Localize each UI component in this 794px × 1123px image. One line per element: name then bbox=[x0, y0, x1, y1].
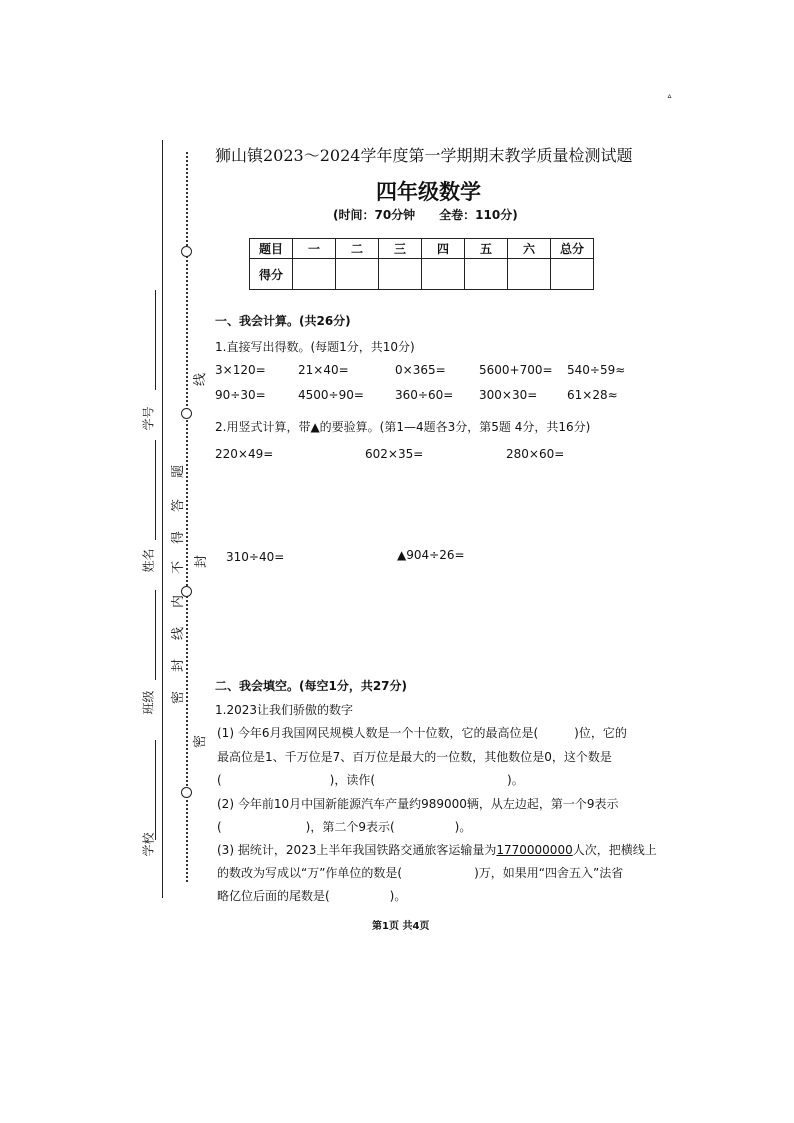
section2-title: 二、我会填空。(每空1分，共27分) bbox=[215, 679, 408, 693]
calc-item: 61×28≈ bbox=[567, 388, 618, 402]
seal-char: 封 bbox=[194, 554, 210, 569]
score-table-header: 题目 bbox=[250, 239, 293, 259]
vertical-calc-item: 280×60= bbox=[506, 447, 565, 461]
seal-char: 题 bbox=[171, 464, 187, 479]
score-table-header: 一 bbox=[293, 239, 336, 259]
vertical-calc-item: 602×35= bbox=[365, 447, 424, 461]
score-table-header: 六 bbox=[508, 239, 551, 259]
calc-item: 0×365= bbox=[395, 363, 446, 377]
s2-q1-title: 1.2023让我们骄傲的数字 bbox=[215, 703, 353, 717]
score-cell[interactable] bbox=[293, 259, 336, 290]
corner-mark: ᐞ bbox=[667, 94, 672, 104]
calc-item: 4500÷90= bbox=[298, 388, 364, 402]
s2-text: (3) 据统计，2023上半年我国铁路交通旅客运输量为 bbox=[217, 843, 497, 857]
q1-title: 1.直接写出得数。(每题1分，共10分) bbox=[215, 340, 415, 354]
s2-text: 人次，把横线上 bbox=[572, 843, 657, 857]
score-cell[interactable] bbox=[551, 259, 594, 290]
page-footer: 第1页 共4页 bbox=[372, 921, 430, 932]
calc-item: 300×30= bbox=[479, 388, 538, 402]
score-table-header: 三 bbox=[379, 239, 422, 259]
seal-char: 线 bbox=[171, 626, 187, 641]
seal-char: 答 bbox=[171, 498, 187, 513]
s2-paragraph-line: (2) 今年前10月中国新能源汽车产量约989000辆，从左边起，第一个9表示 bbox=[217, 797, 619, 811]
calc-item: 540÷59≈ bbox=[567, 363, 626, 377]
s2-paragraph-line: ( )，第二个9表示( )。 bbox=[217, 820, 472, 834]
hole-circle bbox=[181, 787, 192, 798]
school-line[interactable] bbox=[155, 740, 156, 840]
class-label: 班级 bbox=[141, 690, 156, 715]
student-id-line[interactable] bbox=[155, 290, 156, 390]
vertical-calc-item: 310÷40= bbox=[226, 550, 285, 564]
seal-char: 密 bbox=[171, 690, 187, 705]
vertical-calc-item: ▲904÷26= bbox=[397, 548, 465, 562]
s2-paragraph-line: ( )，读作( )。 bbox=[217, 773, 524, 787]
seal-dotted-line bbox=[186, 152, 188, 882]
score-cell[interactable] bbox=[336, 259, 379, 290]
score-cell[interactable] bbox=[379, 259, 422, 290]
seal-char: 封 bbox=[171, 658, 187, 673]
class-line[interactable] bbox=[155, 590, 156, 680]
seal-char: 密 bbox=[193, 734, 209, 749]
hole-circle bbox=[181, 246, 192, 257]
score-cell[interactable] bbox=[465, 259, 508, 290]
seal-char: 内 bbox=[171, 594, 187, 609]
school-label: 学校 bbox=[141, 832, 156, 857]
s2-paragraph-line: 的数改为写成以“万”作单位的数是( )万，如果用“四舍五入”法省 bbox=[217, 866, 624, 880]
calc-item: 3×120= bbox=[215, 363, 266, 377]
calc-item: 90÷30= bbox=[215, 388, 266, 402]
s2-paragraph-line: 最高位是1、千万位是7、百万位是最大的一位数，其他数位是0，这个数是 bbox=[217, 750, 612, 764]
vertical-calc-item: 220×49= bbox=[215, 447, 274, 461]
exam-title: 狮山镇2023～2024学年度第一学期期末教学质量检测试题 bbox=[215, 146, 633, 165]
seal-char: 不 bbox=[171, 560, 187, 575]
hole-circle bbox=[181, 408, 192, 419]
score-table-header: 二 bbox=[336, 239, 379, 259]
student-id-label: 学号 bbox=[141, 406, 156, 431]
seal-char: 得 bbox=[171, 530, 187, 545]
section1-title: 一、我会计算。(共26分) bbox=[215, 314, 351, 328]
score-cell[interactable] bbox=[422, 259, 465, 290]
s2-paragraph-line: (1) 今年6月我国网民规模人数是一个十位数，它的最高位是( )位，它的 bbox=[217, 726, 627, 740]
exam-subject: 四年级数学 bbox=[376, 180, 481, 204]
name-line[interactable] bbox=[155, 440, 156, 540]
score-table-header: 四 bbox=[422, 239, 465, 259]
calc-item: 5600+700= bbox=[479, 363, 553, 377]
underlined-number: 1770000000 bbox=[496, 843, 573, 857]
name-label: 姓名 bbox=[141, 548, 156, 573]
calc-item: 360÷60= bbox=[395, 388, 454, 402]
exam-info: (时间：70分钟 全卷：110分) bbox=[333, 208, 518, 222]
score-table-header: 五 bbox=[465, 239, 508, 259]
outer-border-line bbox=[162, 140, 163, 898]
seal-char: 线 bbox=[193, 372, 209, 387]
score-table bbox=[249, 238, 594, 290]
s2-paragraph-line: 略亿位后面的尾数是( )。 bbox=[217, 889, 407, 903]
q2-title: 2.用竖式计算，带▲的要验算。(第1—4题各3分，第5题 4分，共16分) bbox=[215, 420, 591, 434]
s2-paragraph-line bbox=[217, 841, 657, 858]
score-row-label: 得分 bbox=[250, 259, 293, 290]
calc-item: 21×40= bbox=[298, 363, 349, 377]
score-cell[interactable] bbox=[508, 259, 551, 290]
score-table-header: 总分 bbox=[551, 239, 594, 259]
